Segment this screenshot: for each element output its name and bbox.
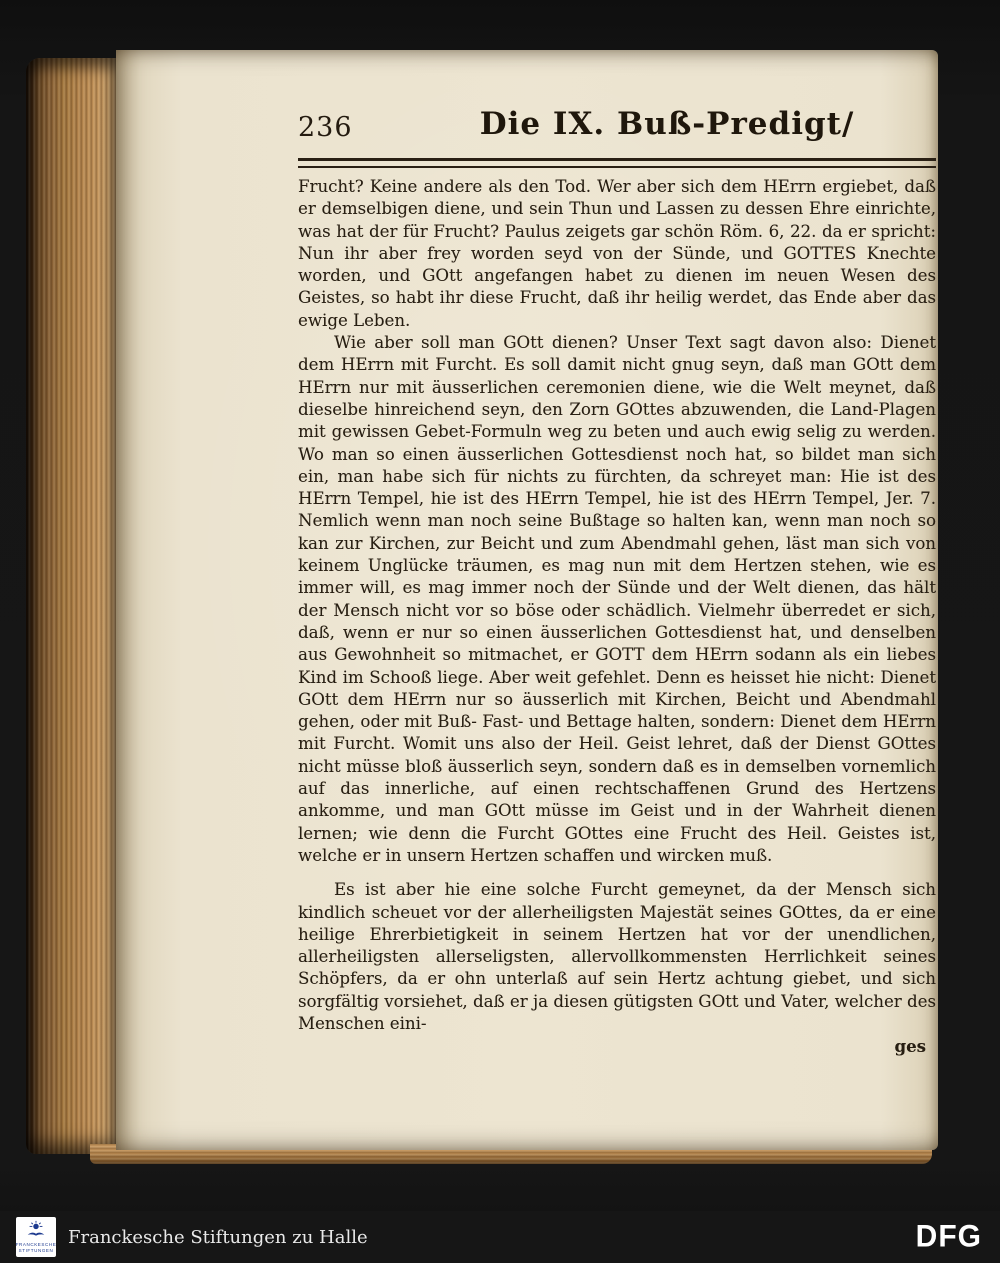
running-title: Die IX. Buß-Predigt/: [479, 106, 855, 142]
page-number: 236: [298, 112, 353, 143]
franckesche-stiftungen-logo[interactable]: [16, 1217, 56, 1257]
eagle-sun-emblem-icon: [25, 1220, 47, 1242]
franckesche-logo-text-line2: STIFTUNGEN: [18, 1247, 54, 1253]
institution-name: Franckesche Stiftungen zu Halle: [68, 1226, 368, 1248]
dfg-logo[interactable]: DFG: [915, 1219, 982, 1254]
page-header-row: [298, 106, 936, 148]
page-content: [298, 106, 936, 1057]
franckesche-logo-text-line1: FRANCKESCHE: [15, 1242, 57, 1247]
book-scan: [26, 50, 938, 1164]
scanned-page: [116, 50, 938, 1150]
header-rule: [298, 158, 936, 168]
paragraph-2: Wie aber soll man GOtt dienen? Unser Text sagt davon also: Dienet dem HErrn mit Furcht. Es soll damit nicht gnug seyn, daß man GOtt dem HErrn nur mit äusserlichen ceremonien diene, wie die Welt meynet, daß dieselbe hinreichend seyn, den Zorn GOttes abzuwenden, die Land-Plagen mit gewissen Gebet-Formuln weg zu beten und auch ewig selig zu werden. Wo man so einen äusserlichen Gottesdienst noch hat, so bildet man sich ein, man habe sich für nichts zu fürchten, da schreyet man: Hie ist des HErrn Tempel, hie ist des HErrn Tempel, hie ist des HErrn Tempel, Jer. 7. Nemlich wenn man noch seine Bußtage so halten kan, wenn man noch so kan zur Kirchen, zur Beicht und zum Abendmahl gehen, läst man sich von keinem Unglücke träumen, es mag nun mit dem Hertzen stehen, wie es immer will, es mag immer noch der Sünde und der Welt dienen, das hält der Mensch nicht vor so böse oder schädlich. Vielmehr überredet er sich, daß, wenn er nur so einen äusserlichen Gottesdienst hat, und denselben aus Gewohnheit so mitmachet, er GOTT dem HErrn sodann als ein liebes Kind im Schooß liege. Aber weit gefehlet. Denn es heisset hie nicht: Dienet GOtt dem HErrn nur so äusserlich mit Kirchen, Beicht und Abendmahl gehen, oder mit Buß- Fast- und Bettage halten, sondern: Dienet dem HErrn mit Furcht. Womit uns also der Heil. Geist lehret, daß der Dienst GOttes nicht müsse bloß äusserlich seyn, sondern daß es in demselben vornemlich auf das innerliche, auf einen rechtschaffenen Grund des Hertzens ankomme, und man GOtt müsse im Geist und in der Wahrheit dienen lernen; wie denn die Furcht GOttes eine Frucht des Heil. Geistes ist, welche er in unsern Hertzen schaffen und wircken muß.: [298, 333, 936, 865]
body-text: [298, 176, 936, 1057]
catchword: ges: [894, 1036, 926, 1057]
paragraph-1: Frucht? Keine andere als den Tod. Wer aber sich dem HErrn ergiebet, daß er demselbigen diene, und sein Thun und Lassen zu dessen Ehre einrichte, was hat der für Frucht? Paulus zeigets gar schön Röm. 6, 22. da er spricht: Nun ihr aber frey worden seyd von der Sünde, und GOTTES Knechte worden, und GOtt angefangen habet zu dienen im neuen Wesen des Geistes, so habt ihr diese Frucht, daß ihr heilig werdet, das Ende aber das ewige Leben.: [298, 177, 936, 330]
paragraph-3: Es ist aber hie eine solche Furcht gemeynet, da der Mensch sich kindlich scheuet vor der allerheiligsten Majestät seines GOttes, da er eine heilige Ehrerbietigkeit in seinem Hertzen hat vor der unendlichen, allerheiligsten allerseligsten, allervollkommensten Herrlichkeit seines Schöpfers, da er ohn unterlaß auf sein Hertz achtung giebet, und sich sorgfältig vorsiehet, daß er ja diesen gütigsten GOtt und Vater, welcher des Menschen eini-: [298, 880, 936, 1033]
viewer-footer-bar: [0, 1211, 1000, 1263]
book-page-edges-left: [26, 58, 116, 1154]
